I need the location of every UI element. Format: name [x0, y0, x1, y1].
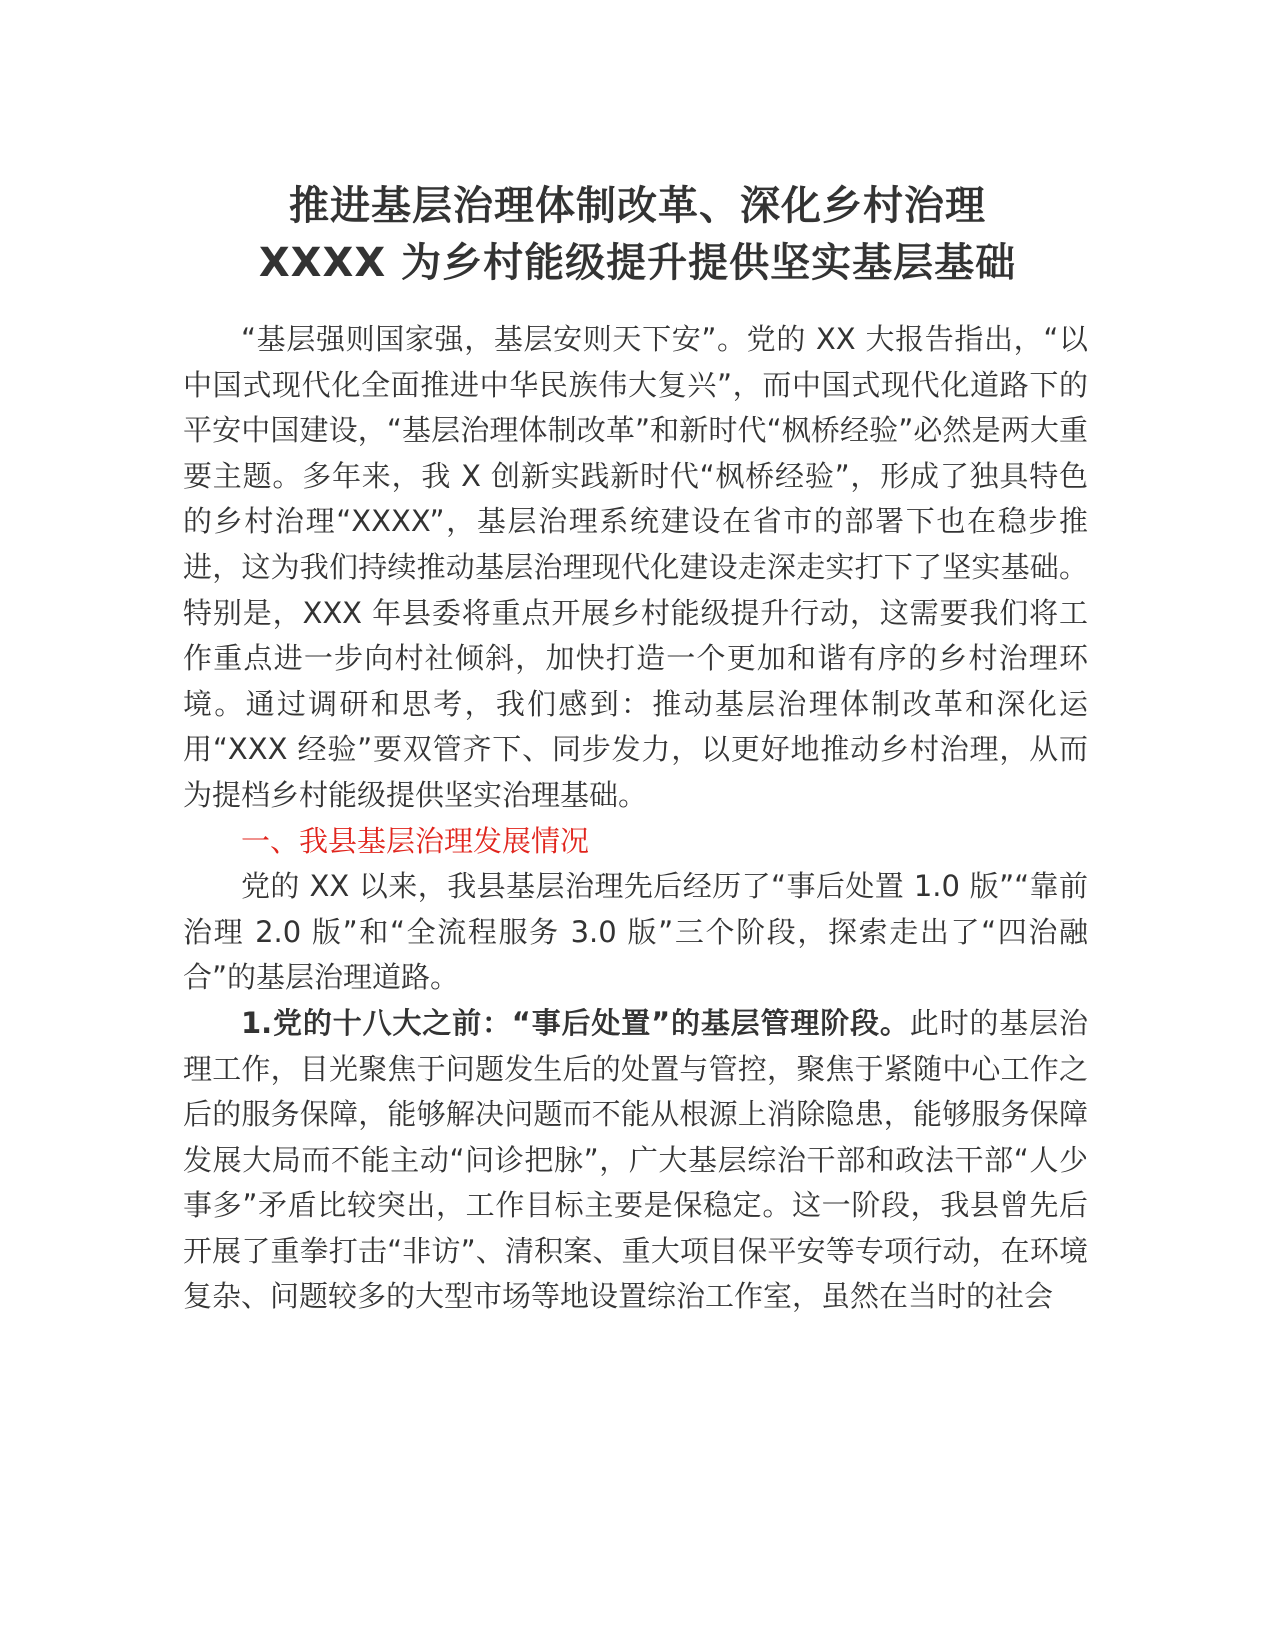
intro-paragraph: “基层强则国家强，基层安则天下安”。党的 XX 大报告指出，“以中国式现代化全面推进中华民族伟大复兴”，而中国式现代化道路下的平安中国建设，“基层治理体制改革”和新时代“枫桥经验”必然是两大重要主题。多年来，我 X 创新实践新时代“枫桥经验”，形成了独具特色的乡村治理“XXXX”，基层治理系统建设在省市的部署下也在稳步推进，这为我们持续推动基层治理现代化建设走深走实打下了坚实基础。特别是，XXX 年县委将重点开展乡村能级提升行动，这需要我们将工作重点进一步向村社倾斜，加快打造一个更加和谐有序的乡村治理环境。通过调研和思考，我们感到：推动基层治理体制改革和深化运用“XXX 经验”要双管齐下、同步发力，以更好地推动乡村治理，从而为提档乡村能级提供坚实治理基础。 — [183, 322, 1088, 812]
title-line-2: XXXX 为乡村能级提升提供坚实基层基础 — [258, 240, 1017, 286]
development-paragraph: 党的 XX 以来，我县基层治理先后经历了“事后处置 1.0 版”“靠前治理 2.0 版”和“全流程服务 3.0 版”三个阶段，探索走出了“四治融合”的基层治理道路。 — [183, 869, 1088, 995]
section-heading-1: 一、我县基层治理发展情况 — [241, 823, 590, 858]
stage-1-body: 此时的基层治理工作，目光聚焦于问题发生后的处置与管控，聚焦于紧随中心工作之后的服务保障，能够解决问题而不能从根源上消除隐患，能够服务保障发展大局而不能主动“问诊把脉”，广大基层综治干部和政法干部“人少事多”矛盾比较突出，工作目标主要是保稳定。这一阶段，我县曾先后开展了重拳打击“非访”、清积案、重大项目保平安等专项行动，在环境复杂、问题较多的大型市场等地设置综治工作室，虽然在当时的社会 — [183, 1005, 1088, 1314]
document-body — [183, 317, 1088, 1320]
stage-1-lead: 1.党的十八大之前：“事后处置”的基层管理阶段。 — [241, 1005, 910, 1040]
title-line-1: 推进基层治理体制改革、深化乡村治理 — [289, 183, 986, 229]
stage-1-paragraph — [183, 1001, 1088, 1320]
document-title — [180, 178, 1095, 292]
